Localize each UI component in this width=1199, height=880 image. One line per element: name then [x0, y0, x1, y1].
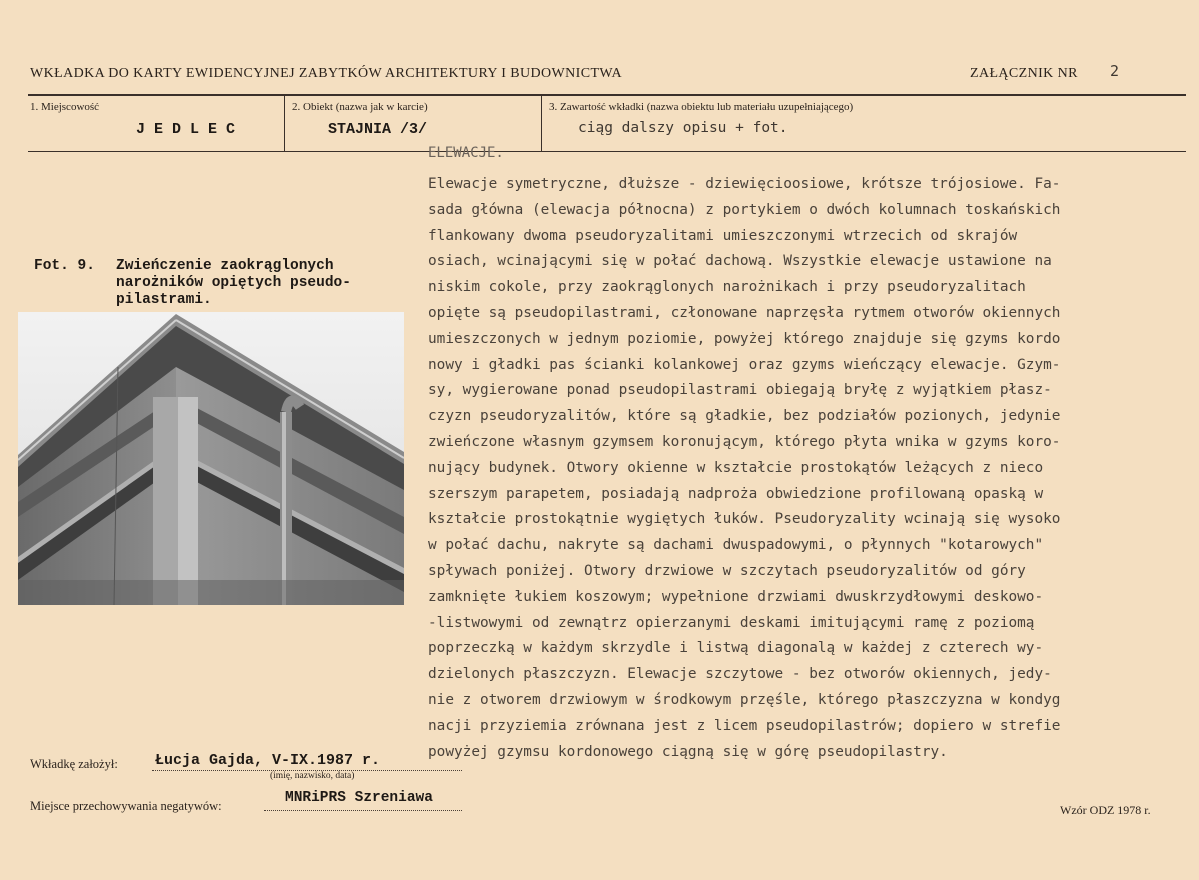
photo-caption: [116, 258, 351, 309]
description-line: umieszczonych w jednym poziomie, powyżej którego znajduje się gzyms kordo: [428, 330, 1061, 347]
attachment-label: ZAŁĄCZNIK NR: [970, 66, 1078, 81]
elevation-description: [428, 172, 1188, 765]
photo-number: Fot. 9.: [34, 258, 95, 274]
object-value: STAJNIA /3/: [328, 121, 428, 138]
storage-value: MNRiPRS Szreniawa: [285, 790, 433, 806]
founder-label: Wkładkę założył:: [30, 757, 118, 771]
header-rule: [28, 94, 1186, 96]
fields-rule: [28, 151, 1186, 152]
description-line: w połać dachu, nakryte są dachami dwuspadowymi, o płynnych "kotarowych": [428, 537, 1044, 554]
caption-line-1: Zwieńczenie zaokrąglonych: [116, 258, 334, 274]
description-line: zamknięte łukiem koszowym; wypełnione drzwiami dwuskrzydłowymi deskowo-: [428, 588, 1044, 605]
description-line: poprzeczką w każdym skrzydle i listwą diagonalą w każdej z czterech wy-: [428, 640, 1044, 657]
content-value: ciąg dalszy opisu + fot.: [578, 120, 788, 136]
content-label: 3. Zawartość wkładki (nazwa obiektu lub materiału uzupełniającego): [549, 101, 854, 113]
description-line: niskim cokole, przy zaokrąglonych narożnikach i przy pseudoryzalitach: [428, 279, 1026, 296]
locality-value: J E D L E C: [136, 121, 236, 138]
description-line: Elewacje symetryczne, dłuższe - dziewięcioosiowe, krótsze trójosiowe. Fa-: [428, 176, 1061, 192]
description-line: osiach, wcinającymi się w połać dachową. Wszystkie elewacje ustawione na: [428, 253, 1052, 270]
description-line: sy, wygierowane ponad pseudopilastrami obiegają bryłę z wyjątkiem płasz-: [428, 382, 1052, 399]
description-line: flankowany dwoma pseudoryzalitami umieszczonymi wtrzecich od skrajów: [428, 227, 1018, 244]
description-line: spływach poniżej. Otwory drzwiowe w szczytach pseudoryzalitów od góry: [428, 562, 1026, 579]
description-line: czyzn pseudoryzalitów, które są gładkie, bez podziałów pozionych, jedynie: [428, 408, 1061, 425]
description-line: nie z otworem drzwiowym w środkowym przęśle, którego płaszczyzna w kondyg: [428, 691, 1061, 708]
building-corner-photo: [18, 312, 404, 605]
description-line: dzielonych płaszczyzn. Elewacje szczytowe - bez otworów okiennych, jedy-: [428, 666, 1052, 683]
locality-label: 1. Miejscowość: [30, 101, 100, 113]
attachment-number: 2: [1110, 62, 1120, 80]
founder-value: Łucja Gajda, V-IX.1987 r.: [155, 752, 381, 769]
description-line: nacji przyziemia zrównana jest z licem pseudopilastrów; dopiero w strefie: [428, 717, 1061, 734]
storage-dotline: [264, 810, 462, 811]
form-title: WKŁADKA DO KARTY EWIDENCYJNEJ ZABYTKÓW ARCHITEKTURY I BUDOWNICTWA: [30, 66, 622, 81]
form-version: Wzór ODZ 1978 r.: [1060, 803, 1151, 817]
description-line: szerszym parapetem, posiadają nadproża obwiedzione profilowaną opaską w: [428, 485, 1044, 502]
object-label: 2. Obiekt (nazwa jak w karcie): [292, 101, 428, 113]
field-divider-2: [541, 96, 542, 152]
storage-label: Miejsce przechowywania negatywów:: [30, 799, 222, 813]
caption-line-3: pilastrami.: [116, 292, 212, 308]
founder-hint: (imię, nazwisko, data): [270, 771, 355, 781]
caption-line-2: narożników opiętych pseudo-: [116, 275, 351, 291]
description-line: powyżej gzymsu kordonowego ciągną się w górę pseudopilastry.: [428, 743, 948, 760]
description-line: sada główna (elewacja północna) z portykiem o dwóch kolumnach toskańskich: [428, 201, 1061, 218]
photo-drawing: [18, 312, 404, 605]
section-heading: ELEWACJE.: [428, 145, 504, 161]
description-line: nujący budynek. Otwory okienne w kształcie prostokątów leżących z nieco: [428, 459, 1044, 476]
description-line: zwieńczone własnym gzymsem koronującym, którego płyta wnika w gzyms koro-: [428, 433, 1061, 450]
description-line: kształcie prostokątnie wygiętych łuków. Pseudoryzality wcinają się wysoko: [428, 511, 1061, 528]
field-divider-1: [284, 96, 285, 152]
description-line: -listwowymi od zewnątrz opierzanymi deskami imitującymi ramę z poziomą: [428, 614, 1035, 631]
description-line: nowy i gładki pas ścianki kolankowej oraz gzyms wieńczący elewacje. Gzym-: [428, 356, 1061, 373]
description-line: opięte są pseudopilastrami, członowane naprzęsła rytmem otworów okiennych: [428, 304, 1061, 321]
